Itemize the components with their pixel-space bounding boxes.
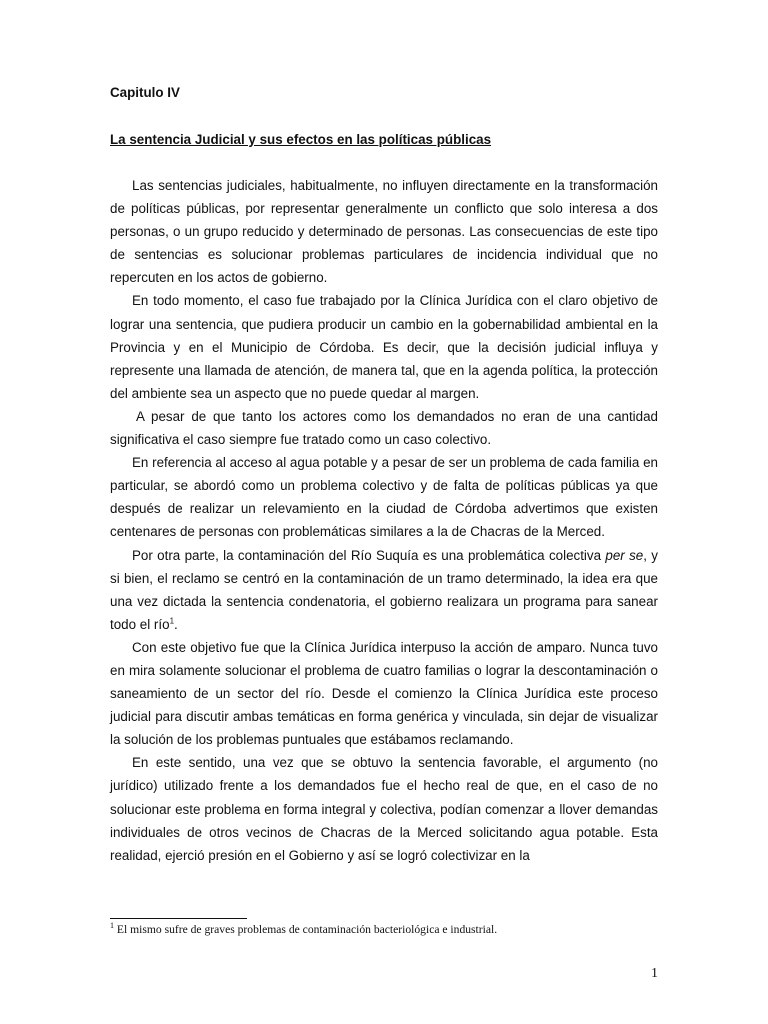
page-number: 1 <box>651 966 658 981</box>
paragraph: En todo momento, el caso fue trabajado por la Clínica Jurídica con el claro objetivo de lograr una sentencia, que pudiera producir un cambio en la gobernabilidad ambiental en la Provincia y en el Municipio de Córdoba. Es decir, que la decisión judicial influya y represente una llamada de atención, de manera tal, que en la agenda política, la protección del ambiente sea un aspecto que no puede quedar al margen. <box>110 293 658 401</box>
footnote-reference[interactable]: 1 <box>169 616 175 626</box>
paragraph: En este sentido, una vez que se obtuvo la sentencia favorable, el argumento (no jurídico) utilizado frente a los demandados fue el hecho real de que, en el caso de no solucionar este problema en forma integral y colectiva, podían comenzar a llover demandas individuales de otros vecinos de Chacras de la Merced solicitando agua potable. Esta realidad, ejerció presión en el Gobierno y así se logró colectivizar en la <box>110 755 658 863</box>
footnote-number: 1 <box>110 921 114 931</box>
paragraph-text: , y si bien, el reclamo se centró en la contaminación de un tramo determinado, la idea era que una vez dictada la sentencia condenatoria, el gobierno realizara un programa para sanear todo el río <box>110 547 659 632</box>
paragraph: Con este objetivo fue que la Clínica Jurídica interpuso la acción de amparo. Nunca tuvo en mira solamente solucionar el problema de cuatro familias o lograr la descontaminación o saneamiento de un sector del río. Desde el comienzo la Clínica Jurídica este proceso judicial para discutir ambas temáticas en forma genérica y vinculada, sin dejar de visualizar la solución de los problemas puntuales que estábamos reclamando. <box>110 639 658 748</box>
paragraph-text: . <box>174 616 178 632</box>
body-text <box>110 174 658 867</box>
section-title: La sentencia Judicial y sus efectos en las políticas públicas <box>110 132 492 147</box>
paragraph: A pesar de que tanto los actores como los demandados no eran de una cantidad significativa el caso siempre fue tratado como un caso colectivo. <box>110 408 658 448</box>
paragraph-text: Por otra parte, la contaminación del Río Suquía es una problemática colectiva <box>132 547 606 563</box>
footnote-separator <box>110 918 247 919</box>
paragraph: Las sentencias judiciales, habitualmente, no influyen directamente en la transformación de políticas públicas, por representar generalmente un conflicto que solo interesa a dos personas, o un grupo reducido y determinado de personas. Las consecuencias de este tipo de sentencias es solucionar problemas particulares de incidencia individual que no repercuten en los actos de gobierno. <box>110 178 658 286</box>
paragraph <box>110 544 658 636</box>
footnote <box>110 922 497 938</box>
paragraph: En referencia al acceso al agua potable y a pesar de ser un problema de cada familia en particular, se abordó como un problema colectivo y de falta de políticas públicas ya que después de realizar un relevamiento en la ciudad de Córdoba advertimos que existen centenares de personas con problemáticas similares a la de Chacras de la Merced. <box>110 455 658 540</box>
footnote-text: El mismo sufre de graves problemas de contaminación bacteriológica e industrial. <box>114 923 498 936</box>
latin-phrase: per se <box>605 547 644 563</box>
chapter-heading: Capitulo IV <box>110 85 180 100</box>
